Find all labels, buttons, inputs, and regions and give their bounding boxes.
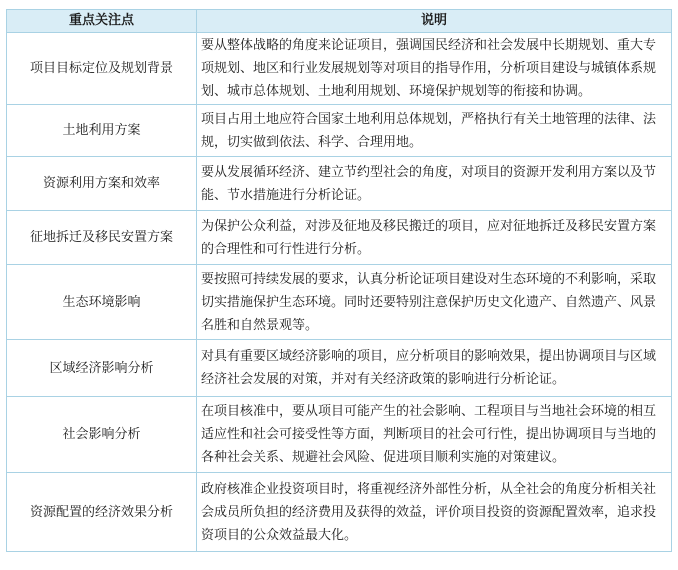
row-description: 政府核准企业投资项目时，将重视经济外部性分析，从全社会的角度分析相关社会成员所负担的经济费用及获得的效益，评价项目投资的资源配置效率，追求投资项目的公众效益最大化。 xyxy=(197,473,672,552)
table-row xyxy=(7,265,672,340)
table-row xyxy=(7,157,672,211)
row-topic: 社会影响分析 xyxy=(7,397,197,473)
row-topic: 土地利用方案 xyxy=(7,105,197,157)
row-description: 要从整体战略的角度来论证项目，强调国民经济和社会发展中长期规划、重大专项规划、地区和行业发展规划等对项目的指导作用，分析项目建设与城镇体系规划、城市总体规划、土地利用规划、环境保护规划等的衔接和协调。 xyxy=(197,33,672,105)
row-description: 在项目核准中，要从项目可能产生的社会影响、工程项目与当地社会环境的相互适应性和社会可接受性等方面，判断项目的社会可行性，提出协调项目与当地的各种社会关系、规避社会风险、促进项目顺利实施的对策建议。 xyxy=(197,397,672,473)
table-header-row xyxy=(7,10,672,33)
key-points-table xyxy=(6,9,672,552)
row-description: 对具有重要区域经济影响的项目，应分析项目的影响效果，提出协调项目与区域经济社会发展的对策，并对有关经济政策的影响进行分析论证。 xyxy=(197,340,672,397)
column-header-description: 说明 xyxy=(197,10,672,33)
column-header-topic: 重点关注点 xyxy=(7,10,197,33)
row-topic: 区域经济影响分析 xyxy=(7,340,197,397)
row-description: 要从发展循环经济、建立节约型社会的角度，对项目的资源开发利用方案以及节能、节水措施进行分析论证。 xyxy=(197,157,672,211)
row-topic: 项目目标定位及规划背景 xyxy=(7,33,197,105)
table-row xyxy=(7,473,672,552)
row-description: 要按照可持续发展的要求，认真分析论证项目建设对生态环境的不利影响，采取切实措施保护生态环境。同时还要特别注意保护历史文化遗产、自然遗产、风景名胜和自然景观等。 xyxy=(197,265,672,340)
row-description: 为保护公众利益，对涉及征地及移民搬迁的项目，应对征地拆迁及移民安置方案的合理性和可行性进行分析。 xyxy=(197,211,672,265)
table-row xyxy=(7,340,672,397)
row-topic: 生态环境影响 xyxy=(7,265,197,340)
table-row xyxy=(7,105,672,157)
table-row xyxy=(7,33,672,105)
row-topic: 资源利用方案和效率 xyxy=(7,157,197,211)
row-description: 项目占用土地应符合国家土地利用总体规划，严格执行有关土地管理的法律、法规，切实做到依法、科学、合理用地。 xyxy=(197,105,672,157)
table-row xyxy=(7,397,672,473)
table-row xyxy=(7,211,672,265)
row-topic: 资源配置的经济效果分析 xyxy=(7,473,197,552)
row-topic: 征地拆迁及移民安置方案 xyxy=(7,211,197,265)
